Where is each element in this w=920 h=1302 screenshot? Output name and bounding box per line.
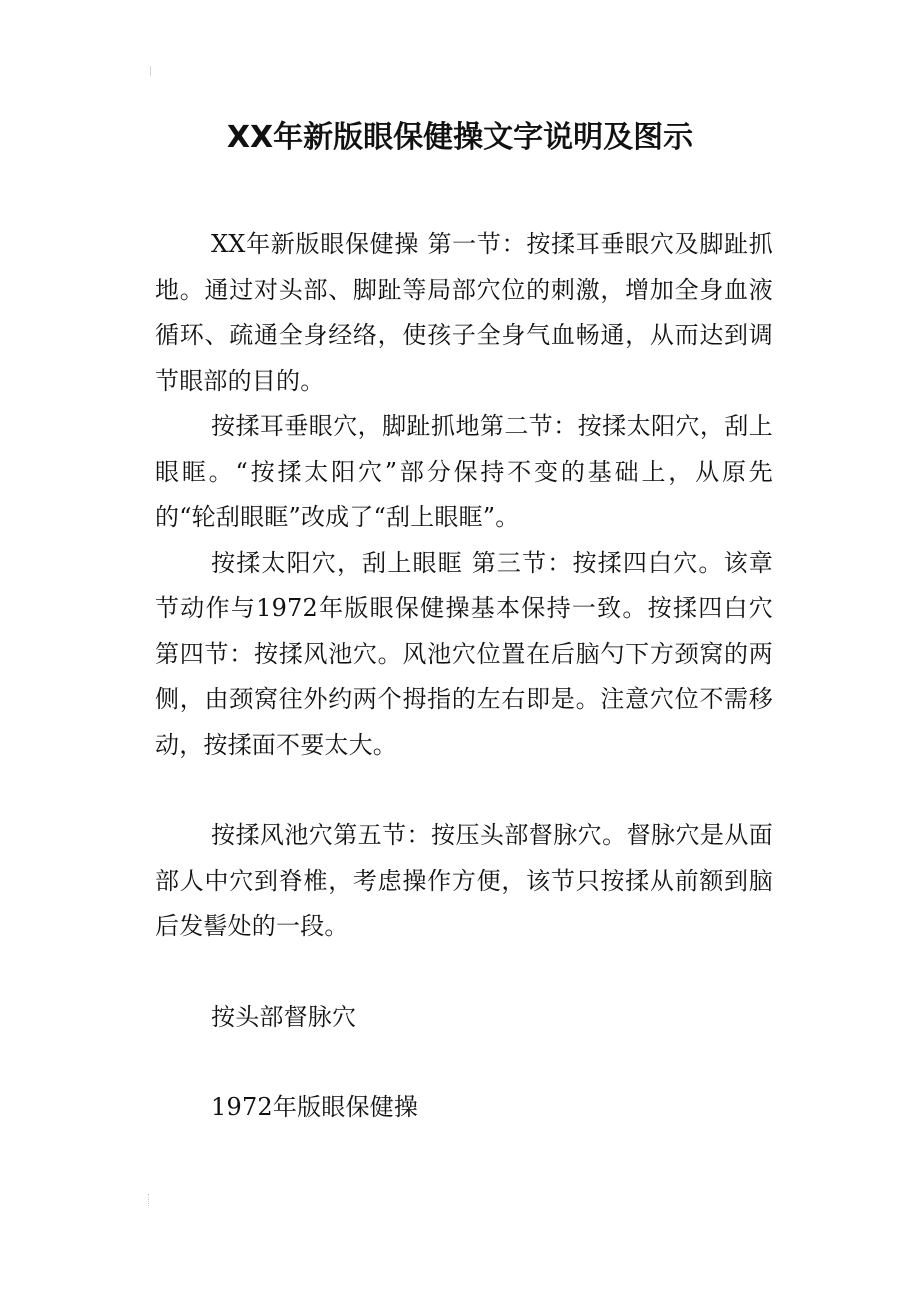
paragraph-4: 按揉风池穴第五节：按压头部督脉穴。督脉穴是从面部人中穴到脊椎，考虑操作方便，该节只按揉从前额到脑后发髻处的一段。: [155, 821, 773, 940]
paragraph-gap: [155, 950, 773, 995]
page-title: XX年新版眼保健操文字说明及图示: [226, 120, 694, 155]
paragraph-5: 按头部督脉穴: [211, 1002, 357, 1031]
document-body: [155, 222, 773, 1131]
paragraph-3: 按揉太阳穴，刮上眼眶 第三节：按揉四白穴。该章节动作与1972年版眼保健操基本保持一致。按揉四白穴第四节：按揉风池穴。风池穴位置在后脑勺下方颈窝的两侧，由颈窝往外约两个拇指的左右即是。注意穴位不需移动，按揉面不要太大。: [155, 548, 773, 759]
paragraph-6: 1972年版眼保健操: [211, 1093, 419, 1121]
paragraph-1: XX年新版眼保健操 第一节：按揉耳垂眼穴及脚趾抓地。通过对头部、脚趾等局部穴位的刺激，增加全身血液循环、疏通全身经络，使孩子全身气血畅通，从而达到调节眼部的目的。: [155, 230, 773, 395]
paragraph-gap: [155, 768, 773, 813]
corner-mark-bottom: [148, 1194, 155, 1206]
corner-mark-top: [150, 66, 157, 76]
paragraph-gap: [155, 1040, 773, 1085]
paragraph-2: 按揉耳垂眼穴，脚趾抓地第二节：按揉太阳穴，刮上眼眶。“按揉太阳穴”部分保持不变的基础上，从原先的“轮刮眼眶”改成了“刮上眼眶”。: [155, 412, 773, 531]
